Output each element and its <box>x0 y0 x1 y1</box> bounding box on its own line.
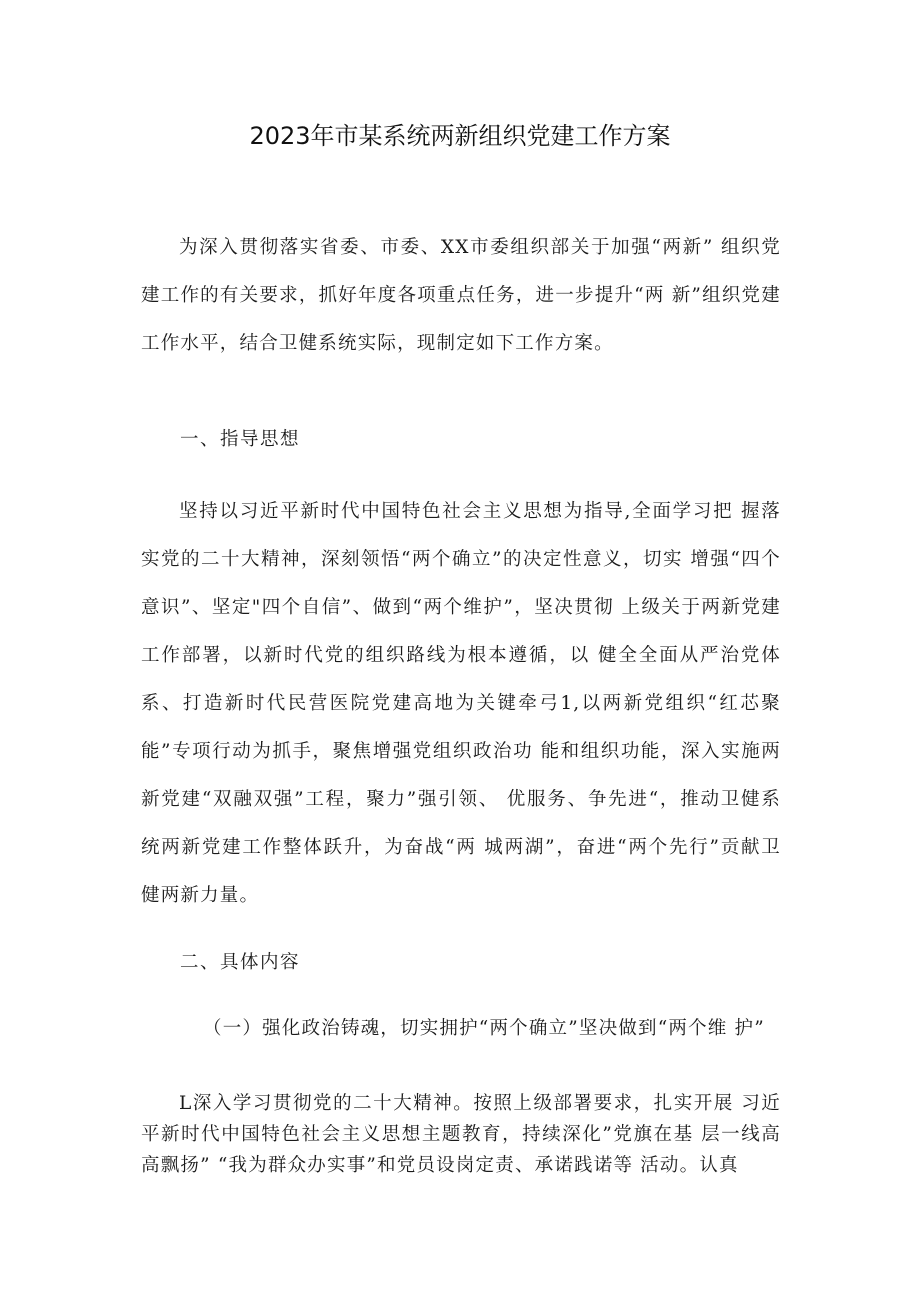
intro-paragraph: 为深入贯彻落实省委、市委、XX市委组织部关于加强“两新” 组织党建工作的有关要求，抓好年度各项重点任务，进一步提升“两 新”组织党建工作水平，结合卫健系统实际，现制定如下工作方案。 <box>141 237 781 354</box>
document-title: 2023年市某系统两新组织党建工作方案 <box>249 122 671 150</box>
section1-heading: 一、指导思想 <box>180 429 301 450</box>
section1-paragraph: 坚持以习近平新时代中国特色社会主义思想为指导,全面学习把 握落实党的二十大精神，深刻领悟“两个确立”的决定性意义，切实 增强“四个意识”、坚定"四个自信”、做到“两个维护”，坚决贯彻 上级关于两新党建工作部署，以新时代党的组织路线为根本遵循，以 健全全面从严治党体系、打造新时代民营医院党建高地为关键牵弓1,以两新党组织“红芯聚能”专项行动为抓手，聚焦增强党组织政治功 能和组织功能，深入实施两新党建“双融双强”工程，聚力”强引领、 优服务、争先进“，推动卫健系统两新党建工作整体跃升，为奋战“两 城两湖”，奋进“两个先行”贡献卫健两新力量。 <box>141 501 781 906</box>
subsection1-heading: （一）强化政治铸魂，切实拥护“两个确立”坚决做到“两个维 护” <box>203 1018 765 1039</box>
section2-heading: 二、具体内容 <box>180 952 301 973</box>
item1-paragraph: L深入学习贯彻党的二十大精神。按照上级部署要求，扎实开展 习近平新时代中国特色社会主义思想主题教育，持续深化”党旗在基 层一线高高飘扬” “我为群众办实事”和党员设岗定责、承诺践诺等 活动。认真 <box>141 1093 781 1176</box>
